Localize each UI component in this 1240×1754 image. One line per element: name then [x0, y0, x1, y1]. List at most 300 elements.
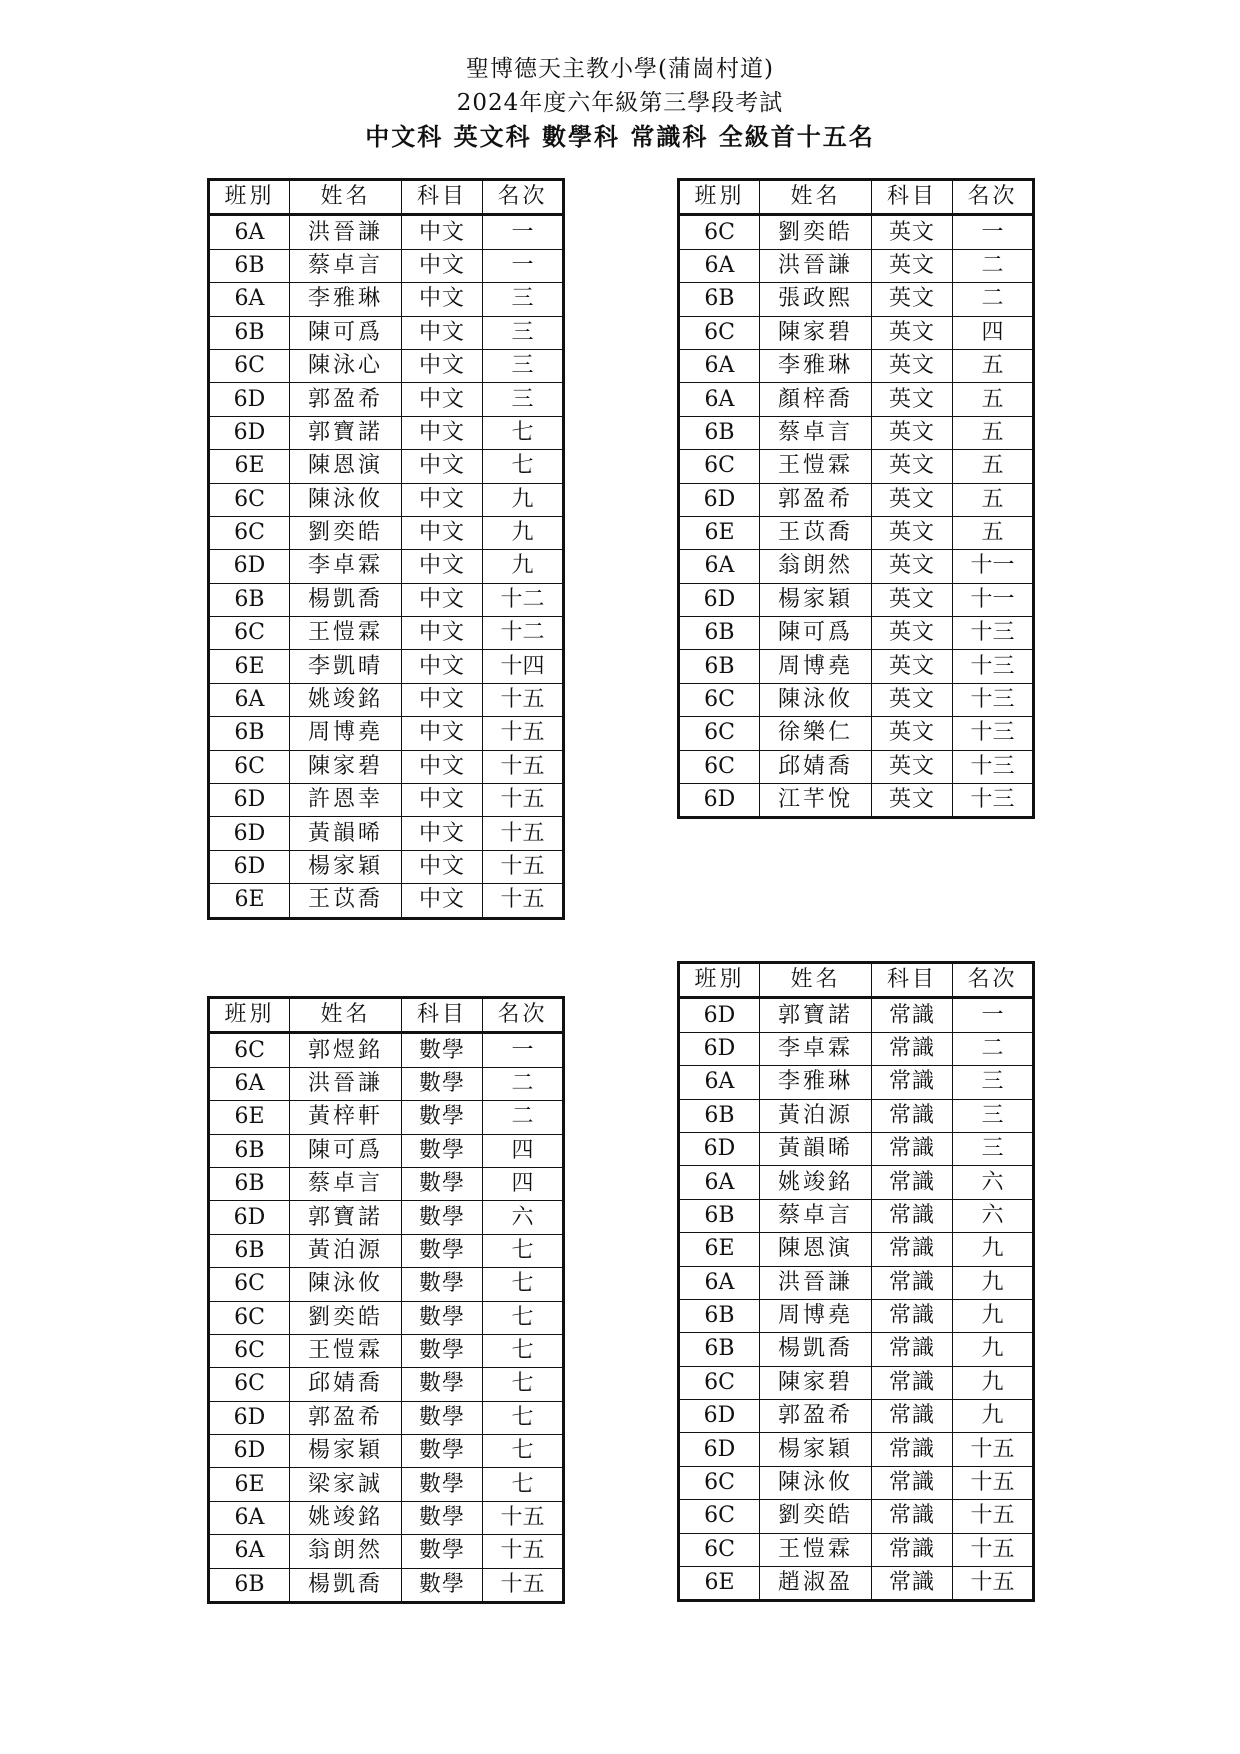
cell-class: 6C	[679, 683, 760, 716]
cell-rank: 九	[953, 1333, 1034, 1366]
column-header-rank: 名次	[483, 180, 564, 215]
cell-rank: 三	[953, 1066, 1034, 1099]
cell-rank: 十一	[953, 550, 1034, 583]
cell-class: 6A	[679, 1066, 760, 1099]
cell-name: 李雅琳	[290, 283, 402, 316]
cell-rank: 十三	[953, 683, 1034, 716]
cell-rank: 十五	[483, 850, 564, 883]
cell-rank: 十三	[953, 750, 1034, 783]
cell-rank: 九	[483, 550, 564, 583]
cell-subject: 常識	[872, 1199, 953, 1232]
table-row	[679, 1166, 1034, 1199]
cell-class: 6C	[209, 349, 290, 382]
cell-subject: 常識	[872, 1032, 953, 1065]
cell-class: 6E	[679, 1233, 760, 1266]
cell-subject: 常識	[872, 1567, 953, 1601]
cell-class: 6C	[209, 1268, 290, 1301]
table-row	[209, 1368, 564, 1401]
cell-rank: 十五	[483, 884, 564, 918]
table-row	[209, 1334, 564, 1367]
cell-rank: 十二	[483, 617, 564, 650]
column-header-subject: 科目	[872, 180, 953, 215]
column-header-name: 姓名	[760, 180, 872, 215]
cell-rank: 七	[483, 1334, 564, 1367]
cell-rank: 十五	[483, 817, 564, 850]
table-row	[679, 784, 1034, 818]
cell-subject: 常識	[872, 998, 953, 1032]
cell-rank: 三	[483, 383, 564, 416]
cell-subject: 數學	[402, 1067, 483, 1100]
table-row	[679, 683, 1034, 716]
cell-rank: 十三	[953, 784, 1034, 818]
cell-rank: 三	[483, 349, 564, 382]
cell-class: 6C	[209, 1334, 290, 1367]
cell-subject: 中文	[402, 383, 483, 416]
cell-name: 陳泳攸	[290, 483, 402, 516]
cell-class: 6A	[209, 1501, 290, 1534]
cell-name: 周博堯	[290, 717, 402, 750]
english-ranking-table	[677, 178, 1035, 819]
cell-rank: 五	[953, 450, 1034, 483]
cell-rank: 九	[953, 1233, 1034, 1266]
cell-class: 6D	[209, 550, 290, 583]
cell-subject: 數學	[402, 1468, 483, 1501]
cell-class: 6C	[679, 215, 760, 249]
cell-class: 6C	[679, 750, 760, 783]
cell-name: 郭盈希	[290, 383, 402, 416]
cell-rank: 二	[953, 249, 1034, 282]
cell-name: 蔡卓言	[760, 416, 872, 449]
cell-rank: 十五	[953, 1533, 1034, 1566]
cell-rank: 五	[953, 516, 1034, 549]
cell-class: 6D	[679, 1032, 760, 1065]
cell-name: 陳家碧	[760, 316, 872, 349]
math-ranking-table	[207, 996, 565, 1604]
cell-class: 6B	[209, 316, 290, 349]
cell-name: 楊家穎	[290, 1435, 402, 1468]
cell-name: 徐樂仁	[760, 717, 872, 750]
cell-subject: 中文	[402, 850, 483, 883]
cell-subject: 數學	[402, 1535, 483, 1568]
cell-subject: 中文	[402, 283, 483, 316]
cell-name: 翁朗然	[290, 1535, 402, 1568]
cell-rank: 七	[483, 1435, 564, 1468]
cell-name: 劉奕皓	[760, 1500, 872, 1533]
table-row	[209, 1067, 564, 1100]
cell-name: 楊凱喬	[290, 583, 402, 616]
cell-class: 6B	[679, 1299, 760, 1332]
cell-rank: 十三	[953, 717, 1034, 750]
cell-rank: 十五	[953, 1466, 1034, 1499]
cell-rank: 十二	[483, 583, 564, 616]
table-row	[679, 1366, 1034, 1399]
cell-class: 6C	[679, 1466, 760, 1499]
table-row	[209, 750, 564, 783]
cell-rank: 一	[483, 215, 564, 249]
cell-rank: 十五	[483, 784, 564, 817]
table-row	[209, 550, 564, 583]
cell-rank: 一	[953, 998, 1034, 1032]
cell-class: 6D	[209, 1401, 290, 1434]
table-row	[209, 1435, 564, 1468]
column-header-rank: 名次	[483, 998, 564, 1033]
cell-class: 6C	[209, 483, 290, 516]
cell-name: 劉奕皓	[290, 516, 402, 549]
cell-class: 6A	[679, 249, 760, 282]
cell-name: 蔡卓言	[290, 1167, 402, 1200]
table-row	[679, 215, 1034, 249]
general-studies-ranking-table	[677, 961, 1035, 1602]
cell-rank: 五	[953, 383, 1034, 416]
cell-rank: 三	[483, 283, 564, 316]
cell-subject: 常識	[872, 1433, 953, 1466]
cell-name: 郭盈希	[760, 483, 872, 516]
cell-subject: 英文	[872, 283, 953, 316]
cell-name: 蔡卓言	[760, 1199, 872, 1232]
cell-rank: 十五	[483, 750, 564, 783]
cell-class: 6B	[679, 283, 760, 316]
cell-class: 6B	[209, 1234, 290, 1267]
cell-name: 李卓霖	[290, 550, 402, 583]
cell-subject: 英文	[872, 483, 953, 516]
cell-subject: 數學	[402, 1501, 483, 1534]
cell-subject: 英文	[872, 717, 953, 750]
cell-name: 楊凱喬	[290, 1568, 402, 1602]
table-row	[679, 1533, 1034, 1566]
table-row	[679, 1299, 1034, 1332]
cell-name: 黃韻晞	[290, 817, 402, 850]
cell-rank: 一	[483, 249, 564, 282]
cell-rank: 四	[483, 1134, 564, 1167]
cell-name: 張政熙	[760, 283, 872, 316]
cell-class: 6D	[679, 1433, 760, 1466]
cell-name: 陳泳心	[290, 349, 402, 382]
cell-subject: 中文	[402, 750, 483, 783]
cell-rank: 五	[953, 416, 1034, 449]
table-row	[209, 450, 564, 483]
cell-subject: 英文	[872, 349, 953, 382]
cell-name: 王愷霖	[290, 1334, 402, 1367]
table-row	[209, 617, 564, 650]
cell-subject: 英文	[872, 215, 953, 249]
cell-subject: 中文	[402, 450, 483, 483]
cell-class: 6C	[679, 1366, 760, 1399]
table-row	[679, 383, 1034, 416]
cell-subject: 常識	[872, 1299, 953, 1332]
cell-rank: 十五	[953, 1433, 1034, 1466]
table-row	[679, 617, 1034, 650]
cell-class: 6C	[679, 316, 760, 349]
cell-rank: 十五	[483, 717, 564, 750]
cell-rank: 七	[483, 1368, 564, 1401]
cell-name: 陳泳攸	[290, 1268, 402, 1301]
cell-class: 6C	[209, 1301, 290, 1334]
cell-name: 陳泳攸	[760, 683, 872, 716]
cell-subject: 數學	[402, 1435, 483, 1468]
table-row	[679, 1066, 1034, 1099]
column-header-rank: 名次	[953, 180, 1034, 215]
cell-name: 陳可爲	[290, 316, 402, 349]
cell-subject: 常識	[872, 1132, 953, 1165]
column-header-class: 班別	[209, 998, 290, 1033]
cell-rank: 六	[953, 1166, 1034, 1199]
cell-rank: 四	[483, 1167, 564, 1200]
cell-class: 6D	[209, 1201, 290, 1234]
subjects-title: 中文科 英文科 數學科 常識科 全級首十五名	[365, 122, 875, 151]
table-row	[209, 1301, 564, 1334]
cell-class: 6E	[209, 1468, 290, 1501]
cell-name: 趙淑盈	[760, 1567, 872, 1601]
table-row	[679, 1567, 1034, 1601]
table-header-row	[679, 180, 1034, 215]
cell-subject: 中文	[402, 617, 483, 650]
cell-name: 邱婧喬	[760, 750, 872, 783]
cell-subject: 英文	[872, 583, 953, 616]
table-header-row	[209, 998, 564, 1033]
table-row	[209, 316, 564, 349]
cell-class: 6D	[679, 1132, 760, 1165]
cell-rank: 五	[953, 483, 1034, 516]
cell-class: 6A	[209, 683, 290, 716]
column-header-subject: 科目	[872, 963, 953, 998]
table-row	[209, 483, 564, 516]
cell-rank: 十一	[953, 583, 1034, 616]
table-row	[209, 416, 564, 449]
table-row	[679, 1333, 1034, 1366]
table-row	[209, 1501, 564, 1534]
cell-subject: 英文	[872, 383, 953, 416]
cell-class: 6D	[679, 483, 760, 516]
cell-rank: 十五	[953, 1567, 1034, 1601]
cell-subject: 數學	[402, 1234, 483, 1267]
table-row	[679, 1199, 1034, 1232]
cell-class: 6B	[679, 1099, 760, 1132]
cell-subject: 常識	[872, 1500, 953, 1533]
table-row	[209, 1568, 564, 1602]
cell-subject: 英文	[872, 450, 953, 483]
cell-rank: 九	[953, 1366, 1034, 1399]
table-row	[679, 416, 1034, 449]
cell-name: 郭寶諾	[760, 998, 872, 1032]
cell-class: 6D	[209, 383, 290, 416]
table-row	[679, 283, 1034, 316]
cell-name: 郭寶諾	[290, 416, 402, 449]
cell-name: 楊凱喬	[760, 1333, 872, 1366]
cell-class: 6B	[209, 717, 290, 750]
cell-rank: 十五	[953, 1500, 1034, 1533]
cell-subject: 英文	[872, 750, 953, 783]
cell-name: 陳可爲	[290, 1134, 402, 1167]
cell-class: 6B	[679, 617, 760, 650]
table-row	[679, 1233, 1034, 1266]
cell-name: 劉奕皓	[760, 215, 872, 249]
cell-subject: 中文	[402, 817, 483, 850]
cell-name: 陳恩演	[290, 450, 402, 483]
cell-rank: 九	[953, 1299, 1034, 1332]
cell-class: 6C	[209, 750, 290, 783]
cell-rank: 六	[953, 1199, 1034, 1232]
cell-name: 李雅琳	[760, 349, 872, 382]
cell-rank: 六	[483, 1201, 564, 1234]
table-row	[679, 1099, 1034, 1132]
cell-name: 王愷霖	[760, 450, 872, 483]
cell-class: 6A	[209, 1067, 290, 1100]
column-header-subject: 科目	[402, 998, 483, 1033]
cell-name: 王苡喬	[760, 516, 872, 549]
cell-name: 楊家穎	[760, 1433, 872, 1466]
table-row	[679, 1400, 1034, 1433]
cell-class: 6C	[209, 1368, 290, 1401]
cell-subject: 常識	[872, 1400, 953, 1433]
cell-class: 6D	[209, 850, 290, 883]
cell-subject: 數學	[402, 1167, 483, 1200]
cell-subject: 常識	[872, 1333, 953, 1366]
cell-class: 6B	[209, 249, 290, 282]
table-row	[679, 1132, 1034, 1165]
cell-name: 周博堯	[760, 650, 872, 683]
cell-name: 顏梓喬	[760, 383, 872, 416]
table-row	[209, 683, 564, 716]
cell-subject: 數學	[402, 1134, 483, 1167]
column-header-name: 姓名	[290, 180, 402, 215]
table-row	[209, 583, 564, 616]
cell-name: 李雅琳	[760, 1066, 872, 1099]
cell-subject: 英文	[872, 416, 953, 449]
table-row	[209, 1134, 564, 1167]
cell-rank: 七	[483, 1301, 564, 1334]
cell-name: 郭盈希	[760, 1400, 872, 1433]
cell-subject: 英文	[872, 617, 953, 650]
cell-subject: 數學	[402, 1368, 483, 1401]
cell-name: 黃韻晞	[760, 1132, 872, 1165]
cell-subject: 中文	[402, 416, 483, 449]
cell-name: 黃梓軒	[290, 1101, 402, 1134]
table-row	[209, 1468, 564, 1501]
cell-rank: 十三	[953, 617, 1034, 650]
cell-name: 姚竣銘	[290, 1501, 402, 1534]
table-row	[209, 1033, 564, 1067]
cell-rank: 十四	[483, 650, 564, 683]
cell-name: 陳泳攸	[760, 1466, 872, 1499]
table-row	[209, 383, 564, 416]
cell-rank: 十五	[483, 1501, 564, 1534]
cell-class: 6E	[679, 516, 760, 549]
cell-subject: 英文	[872, 650, 953, 683]
table-row	[679, 249, 1034, 282]
table-row	[209, 249, 564, 282]
cell-class: 6D	[679, 784, 760, 818]
cell-class: 6C	[209, 1033, 290, 1067]
cell-subject: 中文	[402, 884, 483, 918]
cell-rank: 二	[483, 1101, 564, 1134]
cell-subject: 常識	[872, 1066, 953, 1099]
cell-rank: 三	[483, 316, 564, 349]
cell-rank: 十五	[483, 1535, 564, 1568]
cell-class: 6D	[209, 784, 290, 817]
table-row	[679, 1032, 1034, 1065]
cell-rank: 九	[483, 483, 564, 516]
cell-rank: 九	[483, 516, 564, 549]
cell-name: 洪晉謙	[290, 215, 402, 249]
cell-class: 6B	[679, 1333, 760, 1366]
cell-class: 6A	[679, 550, 760, 583]
cell-name: 蔡卓言	[290, 249, 402, 282]
cell-rank: 七	[483, 1401, 564, 1434]
cell-name: 楊家穎	[760, 583, 872, 616]
cell-class: 6C	[679, 450, 760, 483]
cell-name: 郭寶諾	[290, 1201, 402, 1234]
cell-name: 王愷霖	[760, 1533, 872, 1566]
cell-name: 洪晉謙	[290, 1067, 402, 1100]
table-row	[209, 1268, 564, 1301]
table-row	[679, 483, 1034, 516]
cell-name: 洪晉謙	[760, 249, 872, 282]
cell-subject: 英文	[872, 249, 953, 282]
cell-rank: 九	[953, 1400, 1034, 1433]
table-header-row	[679, 963, 1034, 998]
cell-class: 6C	[209, 617, 290, 650]
column-header-name: 姓名	[760, 963, 872, 998]
column-header-class: 班別	[209, 180, 290, 215]
cell-class: 6B	[209, 1568, 290, 1602]
cell-class: 6D	[209, 817, 290, 850]
table-row	[679, 1266, 1034, 1299]
cell-name: 黃泊源	[760, 1099, 872, 1132]
cell-class: 6D	[209, 416, 290, 449]
cell-subject: 英文	[872, 784, 953, 818]
table-row	[679, 1433, 1034, 1466]
cell-rank: 二	[953, 1032, 1034, 1065]
table-row	[679, 717, 1034, 750]
cell-subject: 英文	[872, 683, 953, 716]
cell-subject: 中文	[402, 583, 483, 616]
cell-name: 陳恩演	[760, 1233, 872, 1266]
cell-rank: 七	[483, 450, 564, 483]
cell-subject: 數學	[402, 1201, 483, 1234]
cell-subject: 數學	[402, 1301, 483, 1334]
cell-class: 6C	[679, 717, 760, 750]
cell-subject: 數學	[402, 1568, 483, 1602]
cell-rank: 一	[483, 1033, 564, 1067]
column-header-subject: 科目	[402, 180, 483, 215]
cell-rank: 七	[483, 1268, 564, 1301]
cell-subject: 數學	[402, 1334, 483, 1367]
cell-subject: 數學	[402, 1268, 483, 1301]
column-header-name: 姓名	[290, 998, 402, 1033]
cell-name: 陳家碧	[290, 750, 402, 783]
document-header	[0, 52, 1240, 154]
cell-subject: 中文	[402, 316, 483, 349]
cell-class: 6E	[209, 1101, 290, 1134]
cell-class: 6B	[679, 1199, 760, 1232]
cell-class: 6B	[209, 1134, 290, 1167]
table-row	[209, 1167, 564, 1200]
cell-subject: 常識	[872, 1366, 953, 1399]
column-header-rank: 名次	[953, 963, 1034, 998]
table-row	[679, 516, 1034, 549]
cell-subject: 常識	[872, 1533, 953, 1566]
table-header-row	[209, 180, 564, 215]
cell-class: 6A	[209, 283, 290, 316]
cell-rank: 二	[953, 283, 1034, 316]
table-row	[209, 516, 564, 549]
table-row	[209, 1535, 564, 1568]
cell-class: 6E	[209, 884, 290, 918]
cell-name: 江芊悅	[760, 784, 872, 818]
cell-rank: 七	[483, 416, 564, 449]
column-header-class: 班別	[679, 963, 760, 998]
cell-subject: 常識	[872, 1466, 953, 1499]
